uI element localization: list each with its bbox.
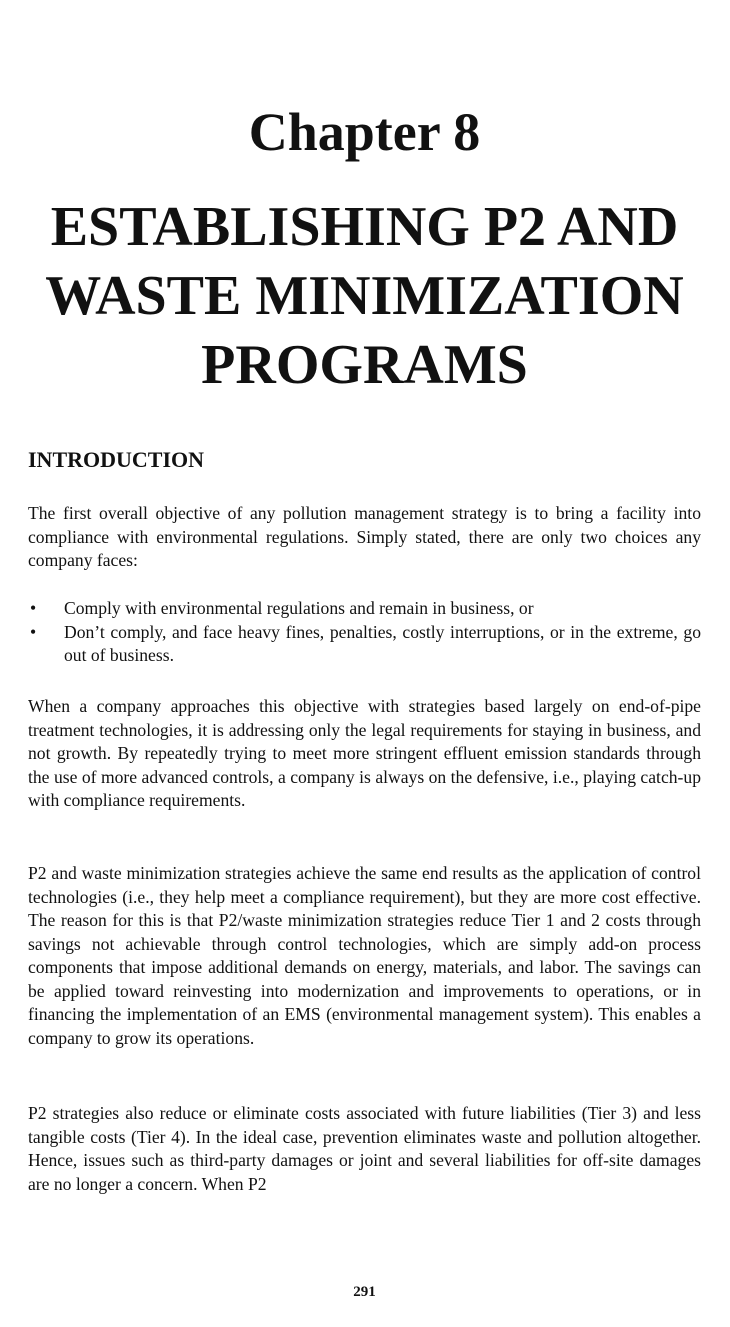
chapter-label: Chapter 8 <box>248 102 481 162</box>
bullet-icon: • <box>30 621 37 642</box>
chapter-title-line: WASTE MINIMIZATION <box>45 265 684 327</box>
page-number: 291 <box>353 1284 376 1300</box>
paragraph: The first overall objective of any pollution management strategy is to bring a facility into compliance with environmental regulations. Simply stated, there are only two choices any company faces: <box>28 503 701 570</box>
paragraph: P2 strategies also reduce or eliminate costs associated with future liabilities (Tier 3) and less tangible costs (Tier 4). In the ideal case, prevention eliminates waste and pollution altogether. Hence, issues such as third-party damages or joint and several liabilities for off-site damages are no longer a concern. When P2 <box>28 1103 701 1194</box>
paragraph: P2 and waste minimization strategies achieve the same end results as the application of control technologies (i.e., they help meet a compliance requirement), but they are more cost effective. The reason for this is that P2/waste minimization strategies reduce Tier 1 and 2 costs through savings not achievable through control technologies, which are simply add-on process components that impose additional demands on energy, materials, and labor. The savings can be applied toward reinvesting into modernization and improvements to operations, or in financing the implementation of an EMS (environmental management system). This enables a company to grow its operations. <box>28 863 701 1048</box>
chapter-title <box>18 193 711 400</box>
list-item-text: Don’t comply, and face heavy fines, penalties, costly interruptions, or in the extreme, go out of business. <box>64 621 701 665</box>
bullet-icon: • <box>30 598 37 618</box>
chapter-title-line: ESTABLISHING P2 AND <box>50 196 679 258</box>
section-heading: INTRODUCTION <box>28 447 205 472</box>
chapter-title-line: PROGRAMS <box>201 334 528 396</box>
list-item <box>28 597 701 621</box>
list-item-text: Comply with environmental regulations and remain in business, or <box>64 598 534 618</box>
paragraph: When a company approaches this objective with strategies based largely on end-of-pipe treatment technologies, it is addressing only the legal requirements for staying in business, and not growth. By repeatedly trying to meet more stringent effluent emission standards through the use of more advanced controls, a company is always on the defensive, i.e., playing catch-up with compliance requirements. <box>28 696 701 810</box>
list-item <box>28 621 701 668</box>
bullet-list <box>28 597 701 668</box>
